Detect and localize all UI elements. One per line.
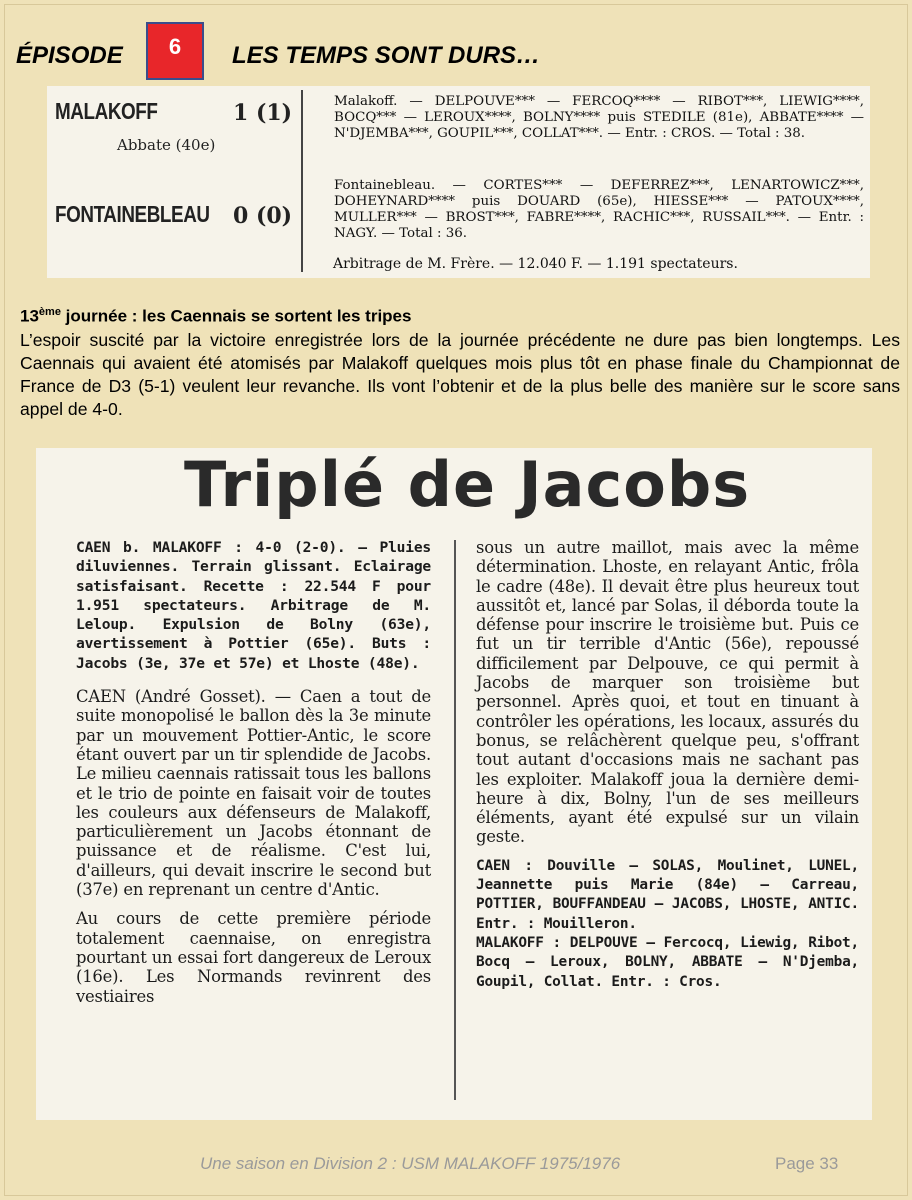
home-lineup: Malakoff. — DELPOUVE*** — FERCOQ**** — RIBOT***, LIEWIG****, BOCQ*** — LEROUX****, BOLNY**** puis STEDILE (81e), ABBATE**** — N'DJEMBA***, GOUPIL***, COLLAT***. — Entr. : CROS. — Total : 38.: [334, 94, 864, 141]
episode-label: ÉPISODE: [16, 42, 123, 69]
footer-caption: Une saison en Division 2 : USM MALAKOFF 1975/1976: [200, 1154, 621, 1173]
journee-heading-text: journée : les Caennais se sortent les tripes: [60, 306, 412, 326]
journee-heading: [20, 306, 411, 327]
scorebox-divider: [301, 90, 303, 272]
article-column-left: [76, 538, 431, 1006]
malakoff-lineup: MALAKOFF : DELPOUVE — Fercocq, Liewig, Ribot, Bocq — Leroux, BOLNY, ABBATE — N'Djemba, Goupil, Collat. Entr. : Cros.: [476, 934, 859, 990]
article-paragraph-1: CAEN (André Gosset). — Caen a tout de suite monopolisé le ballon dès la 3e minute par un mouvement Pottier-Antic, le score étant ouvert par un tir splendide de Jacobs. Le milieu caennais ratissait tous les ballons et le trio de pointe en faisait voir de toutes les couleurs aux défenseurs de Malakoff, particulièrement un Jacobs étonnant de puissance et de réalisme. C'est lui, d'ailleurs, qui devait inscrire le second but (37e) en reprenant un centre d'Antic.: [76, 687, 431, 900]
home-team-score: 1 (1): [233, 100, 293, 126]
home-team-name: MALAKOFF: [55, 98, 158, 124]
newspaper-clipping: [36, 448, 872, 1120]
caen-lineup: CAEN : Douville — SOLAS, Moulinet, LUNEL, Jeannette puis Marie (84e) — Carreau, POTTIER, BOUFFANDEAU — JACOBS, LHOSTE, ANTIC. Entr. : Mouilleron.: [476, 857, 859, 932]
away-lineup: Fontainebleau. — CORTES*** — DEFERREZ***, LENARTOWICZ***, DOHEYNARD**** puis DOUARD (65e), HIESSE*** — PATOUX****, MULLER*** — BROST***, FABRE****, RACHIC***, RUSSAIL***. — Entr. : NAGY. — Total : 36.: [334, 178, 864, 241]
home-scorer: Abbate (40e): [117, 136, 216, 154]
match-summary: CAEN b. MALAKOFF : 4-0 (2-0). — Pluies diluviennes. Terrain glissant. Eclairage satisfaisant. Recette : 22.544 F pour 1.951 spectateurs. Arbitrage de M. Leloup. Expulsion de Bolny (63e), avertissement à Pottier (65e). Buts : Jacobs (3e, 37e et 57e) et Lhoste (48e).: [76, 539, 431, 672]
article-paragraph-3: sous un autre maillot, mais avec la même détermination. Lhoste, en relayant Antic, frôla le cadre (48e). Il devait être plus heureux tout aussitôt et, lancé par Solas, il déborda toute la défense pour inscrire le troisième but. Puis ce fut un tir terrible d'Antic (56e), repoussé difficilement par Delpouve, ce qui permit à Jacobs de marquer son troisième but personnel. Après quoi, et tout en tinuant à contrôler les opérations, les locaux, assurés du bonus, se relâchèrent quelque peu, s'offrant tout autant d'occasions mais ne sachant pas les exploiter. Malakoff joua la dernière demi-heure à dix, Bolny, l'un de ses meilleurs éléments, ayant été expulsé sur un vilain geste.: [476, 538, 859, 847]
referee-line: Arbitrage de M. Frère. — 12.040 F. — 1.191 spectateurs.: [333, 256, 738, 272]
page-number: Page 33: [775, 1154, 839, 1173]
away-team-name: FONTAINEBLEAU: [55, 201, 210, 227]
away-team-score: 0 (0): [233, 203, 293, 229]
article-paragraph-2: Au cours de cette première période totalement caennaise, on enregistra pourtant un essai fort dangereux de Leroux (16e). Les Normands revinrent des vestiaires: [76, 909, 431, 1006]
column-divider: [454, 540, 456, 1100]
article-title: Triplé de Jacobs: [184, 448, 751, 521]
episode-number-badge: 6: [146, 22, 204, 80]
scorebox-clipping: [47, 86, 870, 278]
journee-body: L’espoir suscité par la victoire enregistrée lors de la journée précédente ne dure pas bien longtemps. Les Caennais qui avaient été atomisés par Malakoff quelques mois plus tôt en phase finale du Championnat de France de D3 (5-1) veulent leur revanche. Ils vont l’obtenir et de la plus belle des manière sur le score sans appel de 4-0.: [20, 330, 900, 419]
episode-title: LES TEMPS SONT DURS…: [232, 42, 541, 69]
journee-sup: ème: [38, 306, 61, 318]
journee-number: 13: [20, 306, 39, 326]
article-column-right: [476, 538, 859, 992]
